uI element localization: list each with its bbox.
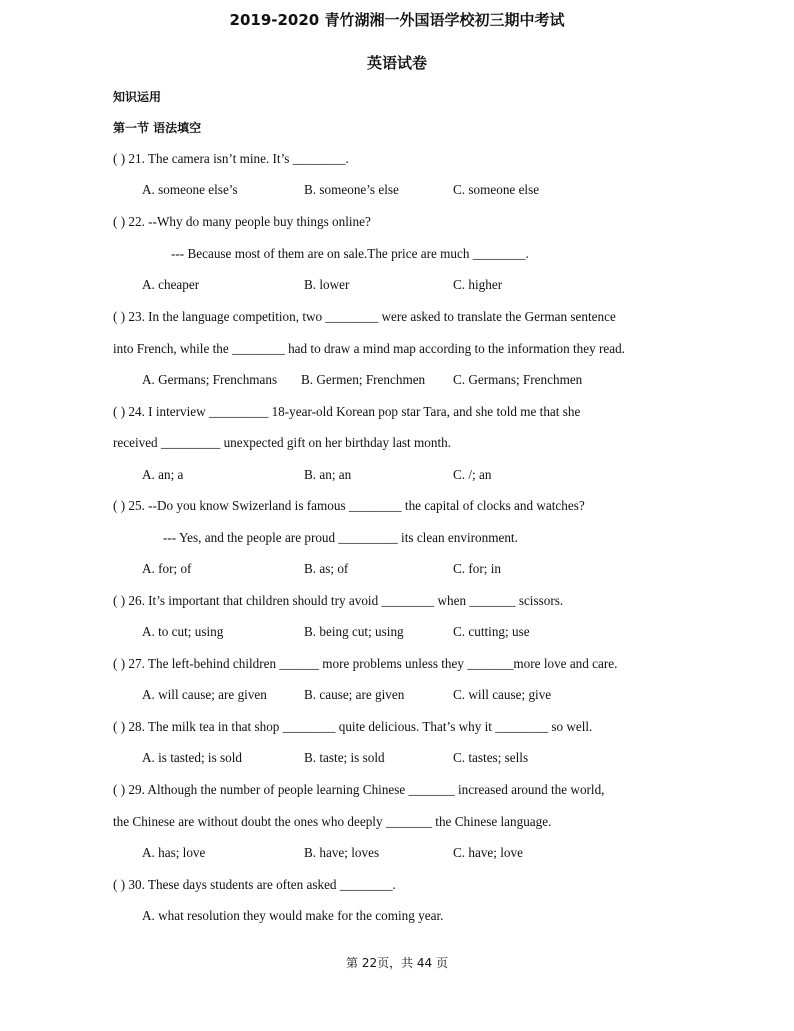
question-29-continued: the Chinese are without doubt the ones who deeply _______ the Chinese language. [113, 814, 552, 829]
q30-option-a: A. what resolution they would make for the coming year. [142, 908, 444, 923]
q22-option-a: A. cheaper [142, 277, 200, 292]
q26-option-a: A. to cut; using [142, 624, 224, 639]
q29-option-a: A. has; love [142, 845, 206, 860]
question-22: ( ) 22. --Why do many people buy things online? [113, 214, 371, 229]
page-number: 第 22页，共 44 页 [346, 956, 448, 970]
q26-option-b: B. being cut; using [304, 624, 404, 639]
question-28: ( ) 28. The milk tea in that shop ________ quite delicious. That’s why it ________ so well. [113, 719, 593, 734]
page-subtitle: 英语试卷 [366, 54, 427, 72]
q22-option-b: B. lower [304, 277, 350, 292]
q27-option-b: B. cause; are given [304, 687, 405, 702]
question-23-continued: into French, while the ________ had to draw a mind map according to the information they read. [113, 341, 625, 356]
question-29: ( ) 29. Although the number of people learning Chinese _______ increased around the world, [113, 782, 605, 797]
question-30: ( ) 30. These days students are often asked ________. [113, 877, 396, 892]
q29-option-b: B. have; loves [304, 845, 380, 860]
question-24-continued: received _________ unexpected gift on her birthday last month. [113, 435, 452, 450]
q21-option-b: B. someone’s else [304, 182, 399, 197]
q27-option-c: C. will cause; give [453, 687, 552, 702]
question-22-answer-line: --- Because most of them are on sale.The price are much ________. [171, 246, 529, 261]
q28-option-b: B. taste; is sold [304, 750, 385, 765]
q28-option-a: A. is tasted; is sold [142, 750, 243, 765]
question-26: ( ) 26. It’s important that children should try avoid ________ when _______ scissors. [113, 593, 564, 608]
section-heading: 第一节 语法填空 [113, 121, 202, 135]
q25-option-c: C. for; in [453, 561, 501, 576]
question-27: ( ) 27. The left-behind children ______ more problems unless they _______more love and care. [113, 656, 618, 671]
page-title: 2019-2020 青竹湖湘一外国语学校初三期中考试 [229, 11, 565, 29]
q24-option-b: B. an; an [304, 467, 352, 482]
q26-option-c: C. cutting; use [453, 624, 530, 639]
q23-option-c: C. Germans; Frenchmen [453, 372, 583, 387]
question-21: ( ) 21. The camera isn’t mine. It’s ________. [113, 151, 349, 166]
part-heading: 知识运用 [113, 90, 162, 104]
question-25: ( ) 25. --Do you know Swizerland is famous ________ the capital of clocks and watches? [113, 498, 585, 513]
q25-option-a: A. for; of [142, 561, 192, 576]
question-23: ( ) 23. In the language competition, two ________ were asked to translate the German sentence [113, 309, 616, 324]
question-25-answer-line: --- Yes, and the people are proud _________ its clean environment. [163, 530, 518, 545]
q21-option-a: A. someone else’s [142, 182, 238, 197]
q25-option-b: B. as; of [304, 561, 349, 576]
q23-option-b: B. Germen; Frenchmen [301, 372, 426, 387]
q22-option-c: C. higher [453, 277, 503, 292]
q24-option-c: C. /; an [453, 467, 492, 482]
q24-option-a: A. an; a [142, 467, 184, 482]
q27-option-a: A. will cause; are given [142, 687, 267, 702]
question-24: ( ) 24. I interview _________ 18-year-old Korean pop star Tara, and she told me that she [113, 404, 581, 419]
q28-option-c: C. tastes; sells [453, 750, 529, 765]
q29-option-c: C. have; love [453, 845, 523, 860]
q21-option-c: C. someone else [453, 182, 540, 197]
q23-option-a: A. Germans; Frenchmans [142, 372, 278, 387]
